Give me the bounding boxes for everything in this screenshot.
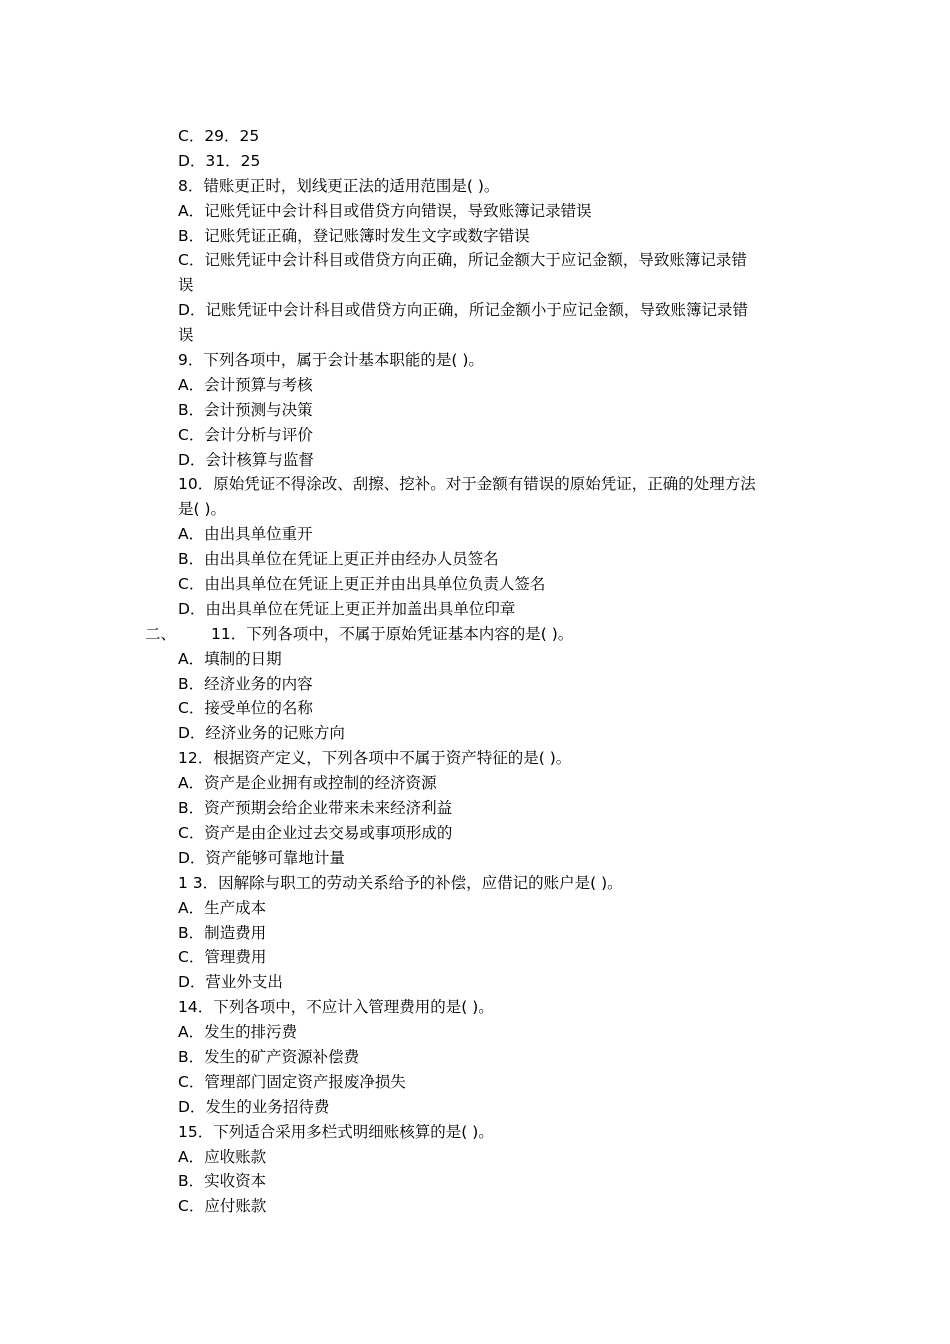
text-line: D．记账凭证中会计科目或借贷方向正确，所记金额小于应记金额，导致账簿记录错 [178, 301, 748, 320]
text-line: C．管理部门固定资产报废净损失 [178, 1072, 406, 1091]
text-line: 8．错账更正时，划线更正法的适用范围是( )。 [178, 176, 500, 195]
text-line: A．应收账款 [178, 1147, 267, 1166]
text-line: C．应付账款 [178, 1197, 267, 1216]
text-line: B．记账凭证正确，登记账簿时发生文字或数字错误 [178, 226, 530, 245]
text-line: C．管理费用 [178, 948, 267, 967]
text-line: A．资产是企业拥有或控制的经济资源 [178, 774, 437, 793]
text-line: D．由出具单位在凭证上更正并加盖出具单位印章 [178, 599, 516, 618]
question-text: 11．下列各项中，不属于原始凭证基本内容的是( )。 [211, 624, 574, 643]
section-marker: 二、 [145, 624, 177, 643]
text-line: D．经济业务的记账方向 [178, 724, 345, 743]
text-line: 误 [178, 326, 194, 345]
text-line: C．资产是由企业过去交易或事项形成的 [178, 823, 453, 842]
text-line: A．会计预算与考核 [178, 375, 313, 394]
text-line: B．由出具单位在凭证上更正并由经办人员签名 [178, 550, 499, 569]
text-line: 误 [178, 276, 194, 295]
text-line: 9．下列各项中，属于会计基本职能的是( )。 [178, 351, 484, 370]
document-page [0, 124, 950, 1219]
text-line: D．资产能够可靠地计量 [178, 848, 345, 867]
text-line: A．由出具单位重开 [178, 525, 313, 544]
text-line: 是( )。 [178, 500, 227, 519]
text-line: A．生产成本 [178, 898, 267, 917]
text-line: B．会计预测与决策 [178, 400, 313, 419]
text-line: C．由出具单位在凭证上更正并由出具单位负责人签名 [178, 575, 546, 594]
text-line: D．会计核算与监督 [178, 450, 314, 469]
text-line: C．记账凭证中会计科目或借贷方向正确，所记金额大于应记金额，导致账簿记录错 [178, 251, 747, 270]
text-line: C．接受单位的名称 [178, 699, 313, 718]
text-line: B．经济业务的内容 [178, 674, 313, 693]
text-line: A．填制的日期 [178, 649, 282, 668]
text-line: 14．下列各项中，不应计入管理费用的是( )。 [178, 998, 494, 1017]
text-line: 12．根据资产定义，下列各项中不属于资产特征的是( )。 [178, 749, 572, 768]
text-line: C．会计分析与评价 [178, 425, 313, 444]
text-line: B．制造费用 [178, 923, 267, 942]
text-line: C．29．25 [178, 127, 260, 145]
text-line: D．营业外支出 [178, 973, 283, 992]
text-line: A．记账凭证中会计科目或借贷方向错误，导致账簿记录错误 [178, 201, 592, 220]
text-line: B．资产预期会给企业带来未来经济利益 [178, 799, 453, 818]
text-line: 10．原始凭证不得涂改、刮擦、挖补。对于金额有错误的原始凭证，正确的处理方法 [178, 475, 756, 494]
text-line: 15．下列适合采用多栏式明细账核算的是( )。 [178, 1122, 494, 1141]
text-line: B．发生的矿产资源补偿费 [178, 1047, 360, 1066]
text-line: 1 3．因解除与职工的劳动关系给予的补偿，应借记的账户是( )。 [178, 873, 623, 892]
text-line: D．发生的业务招待费 [178, 1097, 330, 1116]
section-line [0, 622, 785, 647]
text-line: A．发生的排污费 [178, 1023, 298, 1042]
text-line: B．实收资本 [178, 1172, 267, 1191]
text-line: D．31．25 [178, 151, 261, 170]
